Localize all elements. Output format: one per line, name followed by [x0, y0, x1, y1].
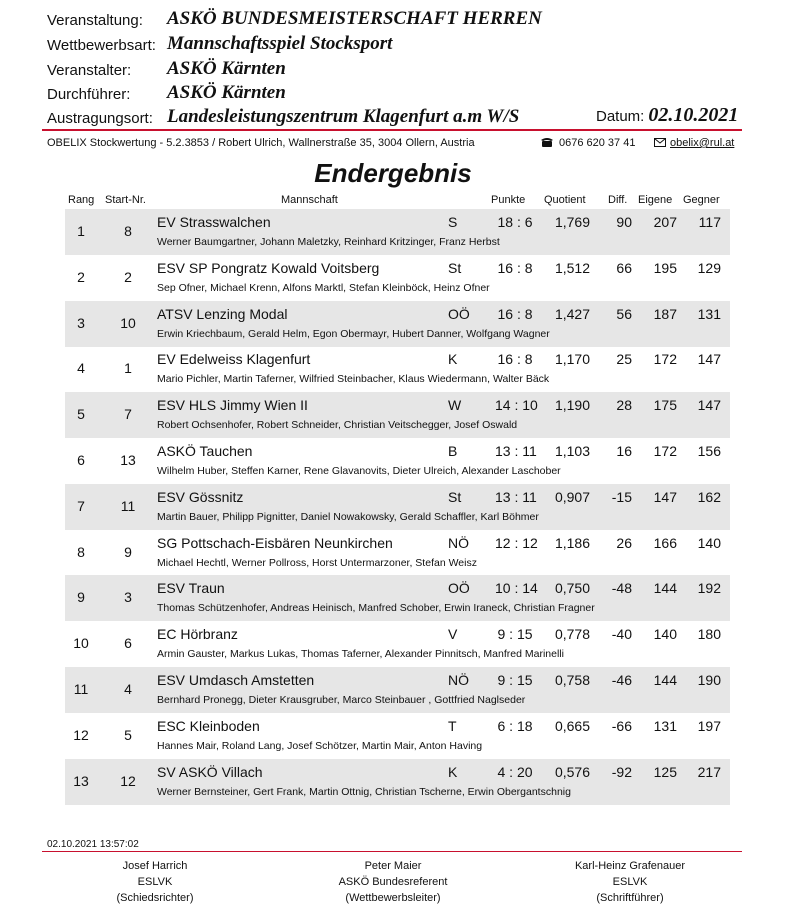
team-name: ESV Umdasch Amstetten: [157, 672, 315, 688]
own-score-cell: 147: [653, 488, 677, 505]
team-name: ESC Kleinboden: [157, 717, 260, 734]
field-label: Veranstaltung:: [47, 12, 143, 29]
table-row: [65, 301, 730, 347]
state-code: NÖ: [448, 672, 469, 688]
points-cell: 4 : 20: [497, 763, 533, 780]
state-code: V: [448, 626, 458, 643]
start-number-cell: 5: [124, 726, 132, 743]
difference-cell: -92: [611, 763, 632, 780]
difference-cell: 16: [616, 443, 632, 459]
own-score-cell: 144: [653, 672, 677, 688]
start-number-cell: 8: [124, 223, 132, 239]
own-score-cell: 172: [653, 351, 677, 368]
table-row: [65, 392, 730, 438]
opponent-score-cell: 190: [697, 672, 721, 688]
start-number-cell: 2: [124, 268, 132, 285]
opponent-score-cell: 147: [697, 397, 721, 414]
points-cell: 9 : 15: [497, 672, 533, 688]
rank-cell: 3: [77, 314, 85, 331]
field-value: ASKÖ Kärnten: [167, 82, 286, 103]
rank-cell: 13: [73, 772, 89, 789]
rank-cell: 1: [77, 223, 85, 239]
own-score-cell: 195: [653, 259, 677, 276]
opponent-score-cell: 192: [697, 580, 721, 597]
header-divider: [42, 129, 742, 131]
start-number-cell: 4: [124, 681, 132, 697]
signature-role: (Schiedsrichter): [116, 892, 194, 904]
quotient-cell: 1,769: [554, 214, 590, 230]
points-cell: 10 : 14: [495, 580, 538, 597]
opponent-score-cell: 117: [698, 214, 721, 230]
team-name: ESV Gössnitz: [157, 488, 244, 505]
state-code: OÖ: [448, 580, 470, 597]
start-number-cell: 12: [120, 772, 136, 789]
player-list: Werner Bernsteiner, Gert Frank, Martin Ottnig, Christian Tscherne, Erwin Obergantschnig: [157, 785, 571, 798]
quotient-cell: 1,427: [554, 305, 590, 322]
quotient-cell: 1,512: [554, 259, 590, 276]
state-code: St: [448, 488, 462, 505]
table-row: [65, 621, 730, 667]
field-value: Landesleistungszentrum Klagenfurt a.m W/S: [167, 106, 520, 127]
phone-number: 0676 620 37 41: [559, 137, 636, 149]
points-cell: 13 : 11: [495, 488, 537, 505]
signature-name: Peter Maier: [364, 860, 422, 872]
state-code: S: [448, 214, 458, 230]
player-list: Armin Gauster, Markus Lukas, Thomas Taferner, Alexander Pinnitsch, Manfred Marinelli: [157, 648, 564, 661]
state-code: B: [448, 443, 458, 459]
rank-cell: 8: [77, 543, 85, 560]
state-code: NÖ: [448, 534, 469, 551]
points-cell: 16 : 8: [497, 351, 533, 368]
own-score-cell: 131: [653, 717, 677, 734]
quotient-cell: 0,758: [554, 672, 590, 688]
player-list: Thomas Schützenhofer, Andreas Heinisch, Manfred Schober, Erwin Iraneck, Christian Fragner: [157, 602, 595, 615]
col-header-quotient: Quotient: [544, 194, 586, 206]
own-score-cell: 166: [653, 534, 677, 551]
player-list: Bernhard Pronegg, Dieter Krausgruber, Marco Steinbauer , Gottfried Naglseder: [157, 694, 526, 706]
col-header-team: Mannschaft: [281, 194, 338, 206]
player-list: Michael Hechtl, Werner Pollross, Horst Untermarzoner, Stefan Weisz: [157, 556, 477, 569]
rank-cell: 9: [77, 589, 85, 606]
own-score-cell: 175: [653, 397, 677, 414]
state-code: K: [448, 763, 458, 780]
field-value: ASKÖ Kärnten: [167, 58, 286, 79]
team-name: SV ASKÖ Villach: [157, 763, 263, 780]
points-cell: 16 : 8: [497, 259, 533, 276]
player-list: Wilhelm Huber, Steffen Karner, Rene Glavanovits, Dieter Ulreich, Alexander Laschober: [157, 465, 561, 477]
rank-cell: 2: [77, 268, 85, 285]
opponent-score-cell: 131: [697, 305, 721, 322]
signature-block: [303, 858, 483, 906]
team-name: ATSV Lenzing Modal: [157, 305, 288, 322]
quotient-cell: 0,665: [554, 717, 590, 734]
points-cell: 16 : 8: [497, 305, 533, 322]
print-timestamp: 02.10.2021 13:57:02: [47, 839, 139, 850]
player-list: Mario Pichler, Martin Taferner, Wilfried Steinbacher, Klaus Wiedermann, Walter Bäck: [157, 373, 550, 386]
quotient-cell: 0,778: [554, 626, 590, 643]
table-row: [65, 759, 730, 805]
start-number-cell: 6: [124, 635, 132, 652]
table-row: [65, 530, 730, 576]
difference-cell: 28: [616, 397, 632, 414]
field-label: Austragungsort:: [47, 110, 153, 127]
own-score-cell: 144: [653, 580, 677, 597]
signature-name: Josef Harrich: [122, 860, 188, 872]
field-label: Durchführer:: [47, 86, 131, 103]
team-name: EV Edelweiss Klagenfurt: [157, 351, 311, 368]
difference-cell: 26: [616, 534, 632, 551]
datum: [596, 104, 738, 127]
state-code: OÖ: [448, 305, 470, 322]
team-name: ESV HLS Jimmy Wien II: [157, 397, 308, 414]
opponent-score-cell: 162: [697, 488, 721, 505]
team-name: ESV Traun: [157, 580, 225, 597]
own-score-cell: 125: [653, 763, 677, 780]
team-name: ASKÖ Tauchen: [157, 443, 253, 459]
points-cell: 14 : 10: [495, 397, 538, 414]
signature-block: [540, 858, 720, 906]
difference-cell: -66: [611, 717, 632, 734]
opponent-score-cell: 147: [697, 351, 721, 368]
player-list: Sep Ofner, Michael Krenn, Alfons Marktl, Stefan Kleinböck, Heinz Ofner: [157, 281, 490, 294]
points-cell: 9 : 15: [497, 626, 533, 643]
signature-block: [65, 858, 245, 906]
opponent-score-cell: 197: [697, 717, 721, 734]
mail-icon: [654, 138, 666, 147]
start-number-cell: 10: [120, 314, 136, 331]
difference-cell: 66: [616, 259, 632, 276]
table-row: [65, 713, 730, 759]
quotient-cell: 1,186: [554, 534, 590, 551]
team-name: SG Pottschach-Eisbären Neunkirchen: [157, 534, 393, 551]
difference-cell: -46: [611, 672, 632, 688]
col-header-eigene: Eigene: [638, 194, 673, 206]
own-score-cell: 172: [653, 443, 677, 459]
field-value: Mannschaftsspiel Stocksport: [167, 33, 393, 54]
difference-cell: -15: [611, 488, 632, 505]
col-header-diff: Diff.: [608, 194, 628, 206]
col-header-punkte: Punkte: [491, 194, 526, 206]
start-number-cell: 13: [120, 452, 136, 468]
datum-value: 02.10.2021: [648, 104, 739, 126]
difference-cell: 56: [616, 305, 632, 322]
player-list: Robert Ochsenhofer, Robert Schneider, Christian Veitschegger, Josef Oswald: [157, 419, 518, 432]
field-label: Wettbewerbsart:: [47, 37, 156, 54]
player-list: Hannes Mair, Roland Lang, Josef Schötzer, Martin Mair, Anton Having: [157, 739, 483, 752]
rank-cell: 10: [73, 635, 89, 652]
start-number-cell: 7: [124, 406, 132, 423]
field-value: ASKÖ BUNDESMEISTERSCHAFT HERREN: [167, 8, 542, 29]
player-list: Werner Baumgartner, Johann Maletzky, Reinhard Kritzinger, Franz Herbst: [157, 236, 500, 248]
own-score-cell: 140: [653, 626, 677, 643]
signature-org: ESLVK: [137, 876, 173, 888]
team-name: EC Hörbranz: [157, 626, 238, 643]
phone-icon: [541, 137, 553, 147]
opponent-score-cell: 180: [697, 626, 721, 643]
start-number-cell: 9: [124, 543, 132, 560]
opponent-score-cell: 140: [697, 534, 721, 551]
page-title: Endergebnis: [314, 158, 472, 188]
signature-role: (Wettbewerbsleiter): [345, 892, 441, 904]
quotient-cell: 0,907: [554, 488, 590, 505]
state-code: St: [448, 259, 462, 276]
opponent-score-cell: 217: [697, 763, 721, 780]
points-cell: 18 : 6: [497, 214, 533, 230]
start-number-cell: 11: [120, 497, 136, 514]
state-code: K: [448, 351, 458, 368]
state-code: T: [448, 717, 457, 734]
points-cell: 13 : 11: [495, 443, 537, 459]
email-link[interactable]: obelix@rul.at: [670, 137, 735, 149]
opponent-score-cell: 156: [697, 443, 721, 459]
table-row: [65, 255, 730, 301]
rank-cell: 5: [77, 406, 85, 423]
software-info: OBELIX Stockwertung - 5.2.3853 / Robert Ulrich, Wallnerstraße 35, 3004 Ollern, Austria: [47, 137, 475, 149]
rank-cell: 12: [73, 726, 89, 743]
points-cell: 6 : 18: [497, 717, 533, 734]
signature-name: Karl-Heinz Grafenauer: [574, 860, 686, 872]
phone-contact: [541, 137, 635, 149]
quotient-cell: 1,190: [554, 397, 590, 414]
signature-org: ASKÖ Bundesreferent: [338, 876, 448, 888]
field-label: Veranstalter:: [47, 62, 132, 79]
table-row: [65, 346, 730, 392]
quotient-cell: 0,576: [554, 763, 590, 780]
table-row: [65, 438, 730, 484]
start-number-cell: 1: [124, 360, 132, 377]
start-number-cell: 3: [124, 589, 132, 606]
table-row: [65, 209, 730, 255]
difference-cell: 25: [616, 351, 632, 368]
rank-cell: 7: [77, 497, 85, 514]
signature-role: (Schriftführer): [596, 892, 664, 904]
rank-cell: 6: [77, 452, 85, 468]
opponent-score-cell: 129: [697, 259, 721, 276]
player-list: Erwin Kriechbaum, Gerald Helm, Egon Obermayr, Hubert Danner, Wolfgang Wagner: [157, 327, 550, 340]
col-header-start: Start-Nr.: [105, 194, 146, 206]
rank-cell: 11: [73, 681, 89, 697]
footer-divider: [42, 851, 742, 852]
quotient-cell: 1,103: [554, 443, 590, 459]
rank-cell: 4: [77, 360, 85, 377]
player-list: Martin Bauer, Philipp Pignitter, Daniel Nowakowsky, Gerald Schaffler, Karl Böhmer: [157, 510, 539, 523]
state-code: W: [448, 397, 462, 414]
signature-org: ESLVK: [612, 876, 648, 888]
difference-cell: 90: [616, 214, 632, 230]
own-score-cell: 207: [653, 214, 677, 230]
quotient-cell: 0,750: [554, 580, 590, 597]
own-score-cell: 187: [653, 305, 677, 322]
col-header-rang: Rang: [68, 194, 95, 206]
difference-cell: -40: [611, 626, 632, 643]
team-name: EV Strasswalchen: [157, 214, 271, 230]
table-row: [65, 575, 730, 621]
email-contact: [654, 137, 734, 149]
datum-label: Datum:: [596, 108, 645, 125]
difference-cell: -48: [611, 580, 632, 597]
col-header-gegner: Gegner: [683, 194, 720, 206]
table-row: [65, 484, 730, 530]
points-cell: 12 : 12: [495, 534, 538, 551]
team-name: ESV SP Pongratz Kowald Voitsberg: [157, 259, 380, 276]
table-row: [65, 667, 730, 713]
quotient-cell: 1,170: [554, 351, 590, 368]
